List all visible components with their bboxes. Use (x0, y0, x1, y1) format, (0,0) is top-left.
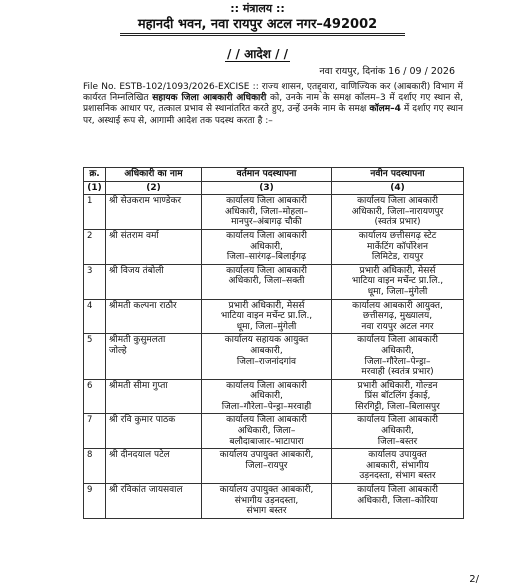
cell-new-posting (332, 449, 464, 484)
cell-officer-name-line: श्रीमती कुसुमलता (109, 335, 166, 346)
cell-officer-name (106, 264, 202, 299)
cell-new-posting-line: लिमिटेड, रायपुर (371, 252, 424, 263)
cell-new-posting-line: सिरगिट्टी, जिला–बिलासपुर (355, 401, 440, 412)
header-current-posting: वर्तमान पदस्थापना (202, 168, 332, 182)
table-row (84, 229, 464, 264)
cell-current-posting-line: संभाग बस्तर (246, 506, 287, 517)
order-title-text: / / आदेश / / (226, 47, 289, 61)
transfer-table (83, 167, 464, 519)
paragraph-bold-designation: सहायक जिला आबकारी अधिकारी (152, 93, 267, 104)
order-date: नवा रायपुर, दिनांक 16 / 09 / 2026 (319, 66, 455, 77)
cell-new-posting-line: मरवाही (स्वतंत्र प्रभार) (361, 367, 434, 378)
cell-officer-name (106, 379, 202, 414)
ministry-heading: :: मंत्रालय :: (230, 2, 285, 15)
cell-officer-name-line: जोल्हे (109, 345, 127, 356)
table-row (84, 449, 464, 484)
cell-new-posting-line: अधिकारी, जिला–कोरिया (357, 495, 438, 506)
table-row (84, 414, 464, 449)
cell-current-posting-line: कार्यालय उपायुक्त आबकारी, (219, 450, 314, 461)
order-title (0, 45, 515, 62)
cell-officer-name (106, 414, 202, 449)
cell-officer-name (106, 334, 202, 379)
table-row (84, 379, 464, 414)
cell-current-posting-line: भाटिया वाइन मर्चेन्ट प्रा.लि., (220, 311, 313, 322)
cell-officer-name-line: श्री संतराम वर्मा (109, 230, 159, 241)
cell-new-posting-line: कार्यालय जिला आबकारी (357, 335, 438, 346)
cell-new-posting (332, 334, 464, 379)
cell-officer-name (106, 195, 202, 230)
cell-officer-name-line: श्री सेउकराम भाण्डेकर (109, 196, 182, 207)
cell-current-posting-line: अधिकारी, जिला–मोहला– (224, 206, 309, 217)
cell-new-posting (332, 229, 464, 264)
header-rule-secondary (120, 35, 405, 36)
paragraph-bold-column: कॉलम–4 (369, 104, 401, 115)
column-number: (2) (106, 181, 202, 195)
cell-current-posting-line: बलौदाबाजार–भाटापारा (229, 436, 304, 447)
cell-current-posting-line: अधिकारी, (250, 241, 283, 252)
cell-current-posting-line: जिला–गौरेला–पेन्ड्रा–मरवाही (221, 401, 312, 412)
cell-current-posting-line: जिला–रायपुर (245, 460, 288, 471)
table-row (84, 484, 464, 519)
cell-serial: 3 (84, 264, 106, 299)
cell-current-posting-line: जिला–राजनांदगांव (236, 356, 297, 367)
cell-new-posting-line: नवा रायपुर अटल नगर (361, 321, 434, 332)
cell-serial: 5 (84, 334, 106, 379)
cell-new-posting-line: आबकारी, संभागीय (366, 460, 429, 471)
table-header-row (84, 168, 464, 182)
cell-current-posting-line: जिला–सारंगढ़–बिलाईगढ़ (226, 252, 307, 263)
address-heading: महानदी भवन, नवा रायपुर अटल नगर–492002 (137, 17, 378, 32)
cell-current-posting-line: अधिकारी, जिला–सक्ती (228, 276, 305, 287)
cell-current-posting-line: कार्यालय जिला आबकारी (226, 230, 307, 241)
cell-new-posting (332, 195, 464, 230)
cell-new-posting-line: प्रभारी अधिकारी, गोल्डन (357, 380, 438, 391)
cell-new-posting (332, 484, 464, 519)
cell-serial: 2 (84, 229, 106, 264)
cell-current-posting-line: कार्यालय सहायक आयुक्त (224, 335, 309, 346)
cell-current-posting (202, 414, 332, 449)
cell-new-posting-line: मार्केटिंग कॉर्पोरेशन (367, 241, 428, 252)
cell-current-posting-line: कार्यालय जिला आबकारी (226, 415, 307, 426)
cell-serial: 8 (84, 449, 106, 484)
order-paragraph (83, 82, 463, 127)
cell-officer-name-line: श्रीमती कल्पना राठौर (109, 300, 177, 311)
cell-new-posting-line: प्रभारी अधिकारी, मेसर्स (359, 265, 436, 276)
cell-current-posting-line: कार्यालय जिला आबकारी (226, 196, 307, 207)
cell-new-posting-line: जिला–बस्तर (377, 436, 418, 447)
table-row (84, 195, 464, 230)
table-row (84, 334, 464, 379)
cell-new-posting-line: धूमा, जिला–मुंगेली (367, 286, 428, 297)
cell-officer-name (106, 229, 202, 264)
header-rule (120, 33, 405, 34)
cell-officer-name-line: श्री रवि कुमार पाठक (109, 415, 176, 426)
header-new-posting: नवीन पदस्थापना (332, 168, 464, 182)
cell-current-posting-line: धूमा, जिला–मुंगेली (236, 321, 297, 332)
cell-current-posting-line: आबकारी, (250, 345, 283, 356)
table-body (84, 195, 464, 519)
cell-new-posting-line: अधिकारी, (381, 426, 414, 437)
cell-serial: 6 (84, 379, 106, 414)
cell-new-posting-line: (स्वतंत्र प्रभार) (374, 217, 421, 228)
cell-new-posting-line: कार्यालय जिला आबकारी (357, 415, 438, 426)
cell-serial: 9 (84, 484, 106, 519)
cell-officer-name-line: श्री रविकांत जायसवाल (109, 485, 183, 496)
cell-serial: 1 (84, 195, 106, 230)
table-column-number-row (84, 181, 464, 195)
cell-officer-name-line: श्रीमती सीमा गुप्ता (109, 380, 168, 391)
cell-current-posting-line: मानपुर–अंबागढ़ चौकी (231, 217, 302, 228)
cell-current-posting (202, 379, 332, 414)
column-number: (1) (84, 181, 106, 195)
cell-serial: 7 (84, 414, 106, 449)
cell-current-posting (202, 449, 332, 484)
cell-new-posting-line: भाटिया वाइन मर्चेन्ट प्रा.लि., (351, 276, 444, 287)
column-number: (4) (332, 181, 464, 195)
cell-officer-name (106, 449, 202, 484)
cell-new-posting-line: प्रिंस बॉटलिंग ईकाई, (364, 391, 431, 402)
cell-new-posting (332, 414, 464, 449)
cell-officer-name (106, 299, 202, 334)
cell-officer-name (106, 484, 202, 519)
cell-current-posting-line: अधिकारी, (250, 391, 283, 402)
cell-current-posting (202, 195, 332, 230)
cell-current-posting-line: संभागीय उड़नदस्ता, (234, 495, 299, 506)
cell-new-posting-line: अधिकारी, (381, 345, 414, 356)
header-serial: क्र. (84, 168, 106, 182)
cell-new-posting-line: अधिकारी, जिला–नारायणपुर (351, 206, 444, 217)
cell-current-posting-line: कार्यालय जिला आबकारी (226, 265, 307, 276)
paragraph-text-2: को, उनके नाम के समक्ष कॉलम–3 में दर्शाए गए स्थान से, प्रशासनिक आधार पर, तत्काल प्रभाव से स्थानांतरित करते हुए, उन्हें उनके नाम के समक्ष (83, 93, 463, 115)
cell-current-posting-line: अधिकारी, जिला– (237, 426, 296, 437)
cell-new-posting (332, 379, 464, 414)
cell-new-posting-line: कार्यालय छत्तीसगढ़ स्टेट (358, 230, 437, 241)
cell-serial: 4 (84, 299, 106, 334)
cell-current-posting (202, 334, 332, 379)
cell-new-posting-line: जिला–गौरेला–पेन्ड्रा– (364, 356, 431, 367)
cell-officer-name-line: श्री दीनदयाल पटेल (109, 450, 170, 461)
cell-new-posting (332, 264, 464, 299)
paragraph-text-3: में दर्शाए गए स्थान पर, अस्थाई रूप से, आगामी आदेश तक पदस्थ करता है :– (83, 104, 463, 126)
header-officer-name: अधिकारी का नाम (106, 168, 202, 182)
cell-current-posting (202, 229, 332, 264)
cell-officer-name-line: श्री विजय तंबोली (109, 265, 164, 276)
cell-new-posting-line: कार्यालय जिला आबकारी (357, 485, 438, 496)
table-row (84, 299, 464, 334)
cell-new-posting-line: कार्यालय जिला आबकारी (357, 196, 438, 207)
cell-current-posting-line: प्रभारी अधिकारी, मेसर्स (228, 300, 305, 311)
column-number: (3) (202, 181, 332, 195)
cell-new-posting-line: कार्यालय उपायुक्त (368, 450, 427, 461)
cell-new-posting-line: छत्तीसगढ़, मुख्यालय, (362, 311, 433, 322)
cell-new-posting-line: उड़नदस्ता, संभाग बस्तर (359, 471, 436, 482)
table-row (84, 264, 464, 299)
cell-new-posting (332, 299, 464, 334)
page-number: 2/ (469, 574, 479, 585)
cell-current-posting-line: कार्यालय उपायुक्त आबकारी, (219, 485, 314, 496)
cell-new-posting-line: कार्यालय आबकारी आयुक्त, (352, 300, 443, 311)
cell-current-posting-line: कार्यालय जिला आबकारी (226, 380, 307, 391)
cell-current-posting (202, 484, 332, 519)
cell-current-posting (202, 299, 332, 334)
cell-current-posting (202, 264, 332, 299)
paragraph-text-1: File No. ESTB-102/1093/2026-EXCISE :: राज्य शासन, एतद्द्वारा, वाणिज्यिक कर (आबकारी) विभाग में कार्यरत निम्नलिखित (83, 82, 463, 104)
